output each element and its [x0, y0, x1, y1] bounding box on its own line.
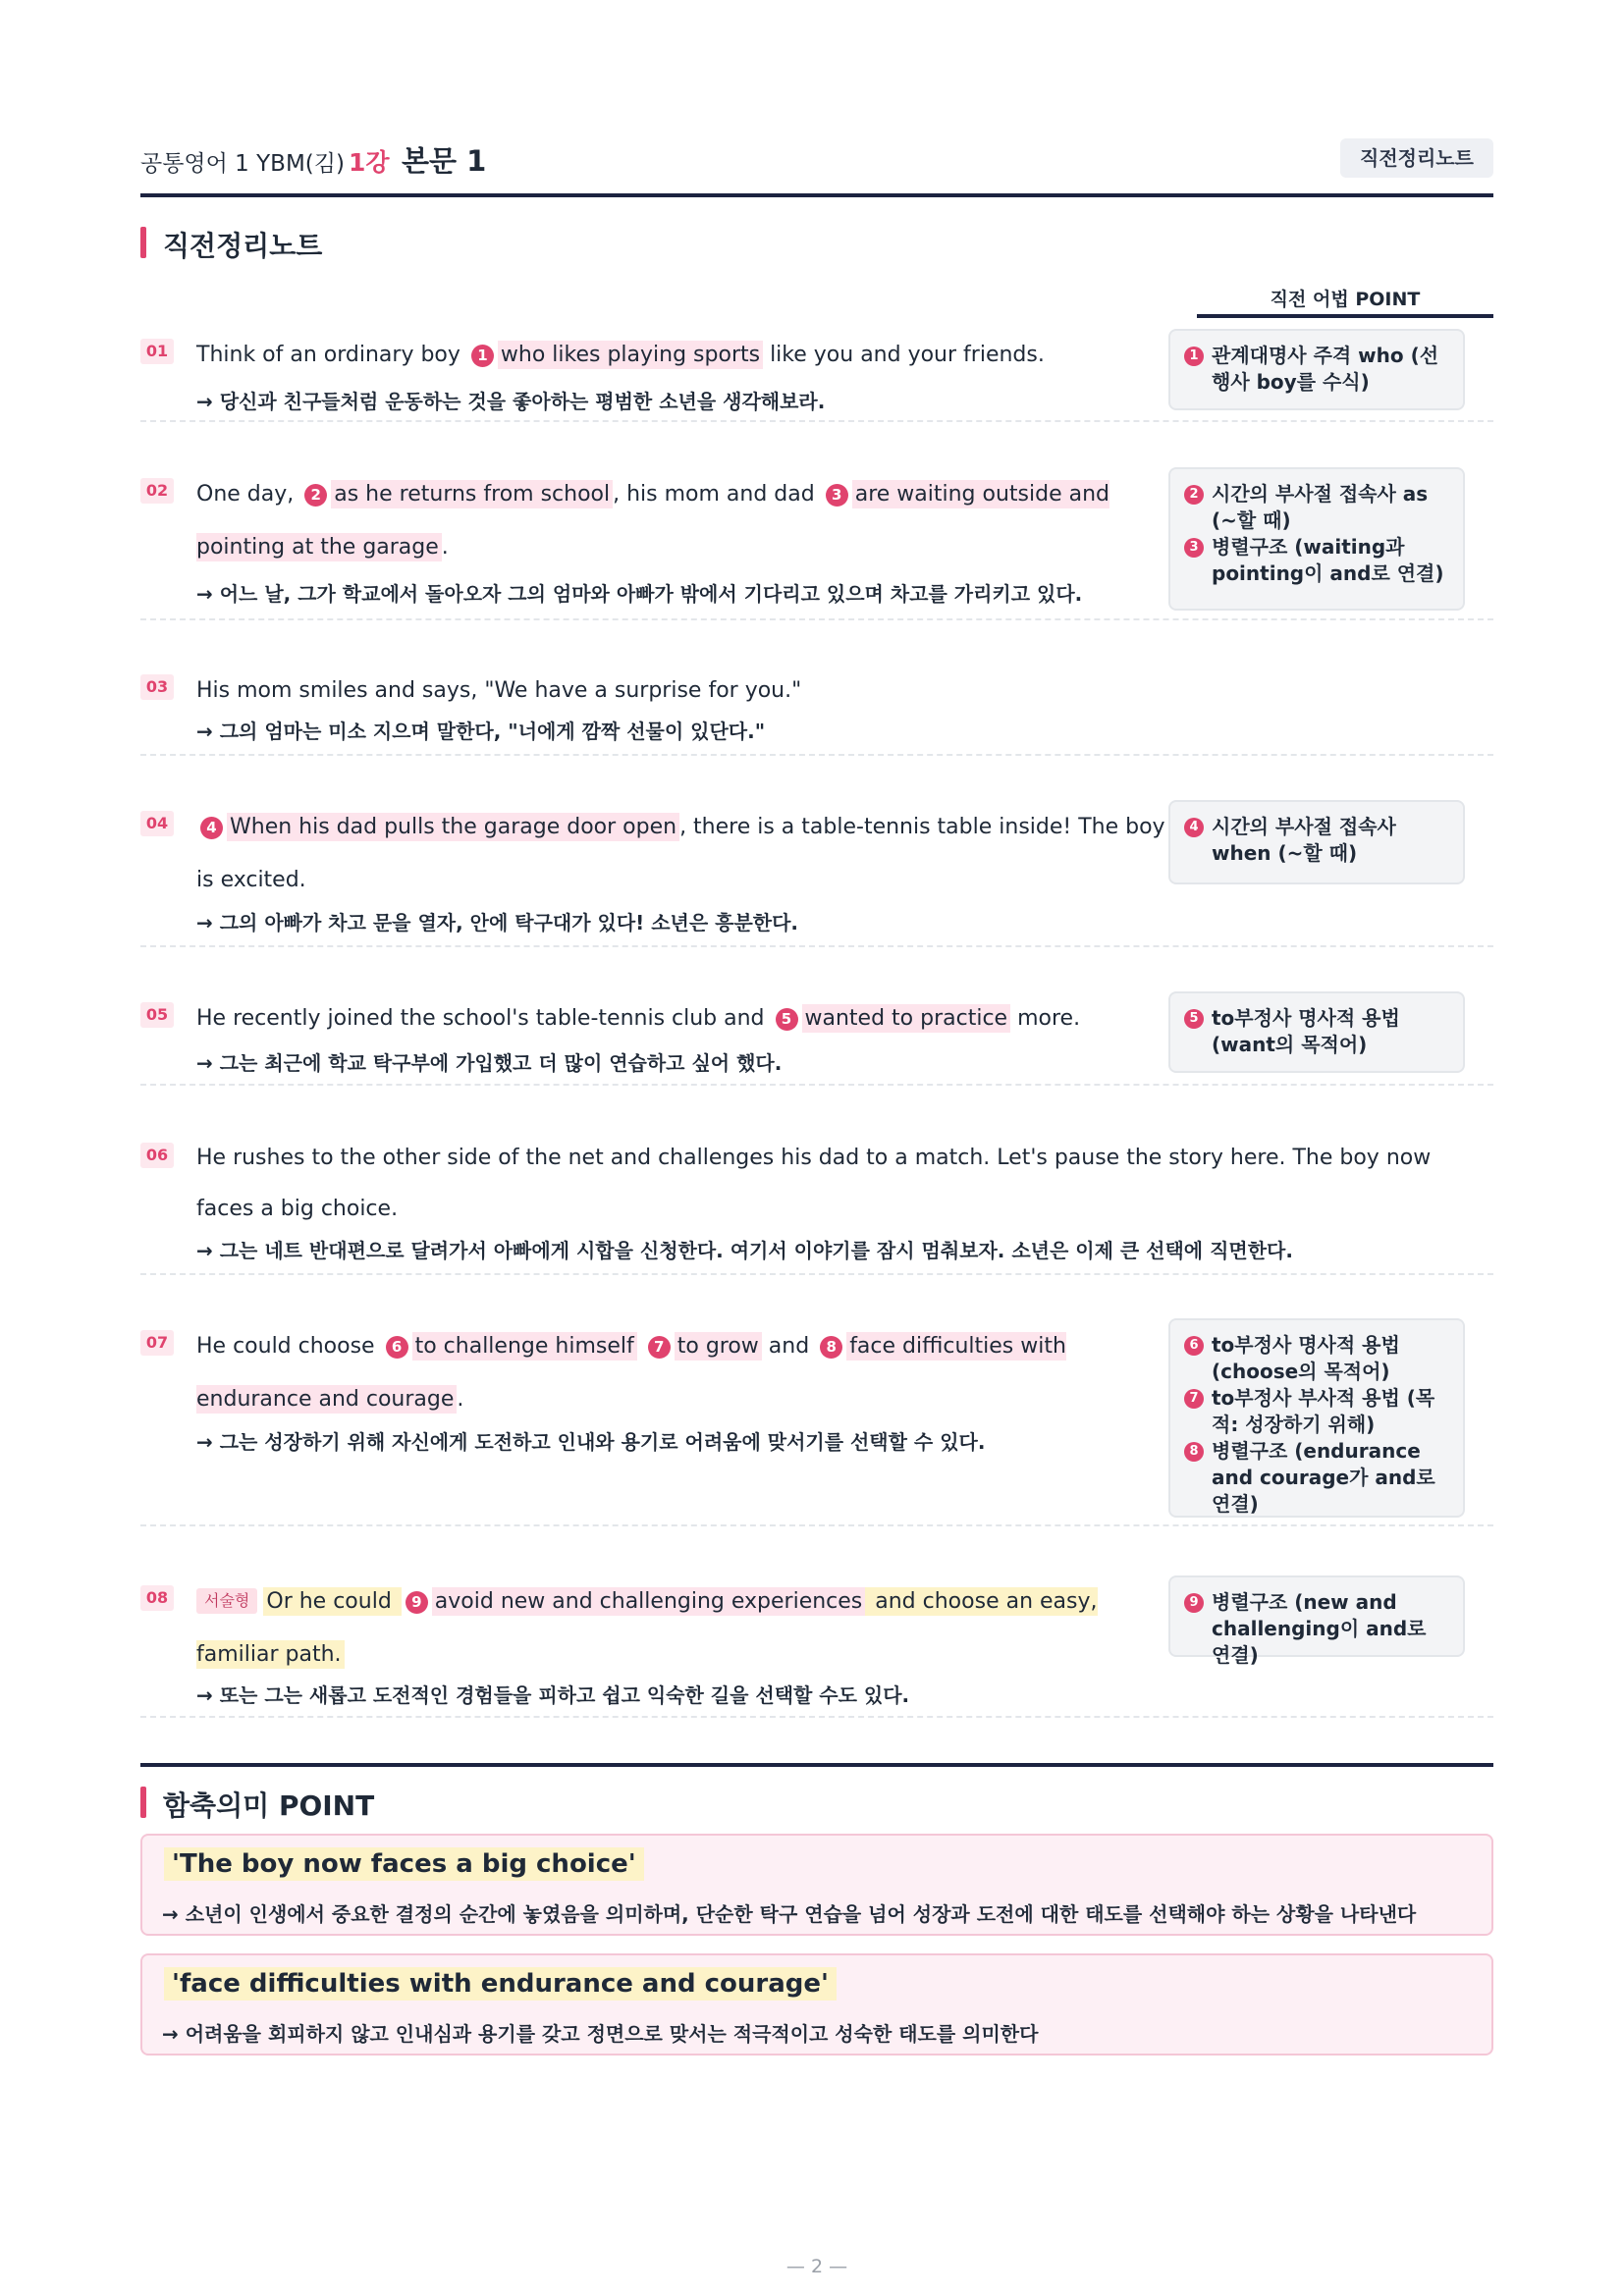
implication-card [140, 1834, 1493, 1936]
sentence-text: , there is a table-tennis table inside! The boy is excited. [196, 815, 1165, 892]
point-marker: 3 [1184, 538, 1204, 558]
korean-translation: → 그의 아빠가 차고 문을 열자, 안에 탁구대가 있다! 소년은 흥분한다. [196, 911, 799, 934]
point-marker: 9 [1184, 1593, 1204, 1613]
point-marker: 6 [1184, 1336, 1204, 1356]
section-accent-bar [140, 1787, 146, 1818]
grammar-note [1168, 800, 1465, 884]
english-sentence [196, 1320, 1178, 1426]
grammar-note-text: to부정사 명사적 용법 (want의 목적어) [1212, 1006, 1400, 1056]
section-title: 본문 1 [402, 144, 487, 178]
highlighted-phrase: are waiting outside and pointing at the garage [196, 482, 1110, 560]
point-marker: 5 [776, 1008, 798, 1031]
grammar-note-text: 병렬구조 (new and challenging이 and로 연결) [1212, 1590, 1427, 1667]
page [140, 0, 1493, 2296]
sentence-text: and [761, 1334, 817, 1359]
english-sentence [196, 1133, 1473, 1235]
sentence-text: . [457, 1387, 464, 1412]
grammar-note-item [1184, 343, 1449, 396]
sentence-number: 01 [140, 339, 174, 364]
sentence-text: , his mom and dad [613, 482, 822, 507]
highlighted-phrase: and choose an easy, familiar path. [196, 1589, 1098, 1667]
sentence-row [140, 1143, 1493, 1275]
grammar-note-text: 병렬구조 (endurance and courage가 and로 연결) [1212, 1439, 1435, 1516]
grammar-point-divider [1197, 314, 1493, 318]
sentence-text: Think of an ordinary boy [196, 343, 467, 367]
row-divider [140, 1273, 1493, 1275]
notes-title-text: 직전정리노트 [163, 230, 323, 262]
sentence-number: 08 [140, 1585, 174, 1611]
highlighted-phrase: avoid new and challenging experiences [432, 1587, 865, 1616]
grammar-note-text: 병렬구조 (waiting과 pointing이 and로 연결) [1212, 535, 1444, 585]
highlighted-phrase: Or he could [263, 1587, 401, 1616]
sentence-row [140, 674, 1493, 755]
point-marker: 5 [1184, 1009, 1204, 1029]
grammar-note-item [1184, 1385, 1449, 1438]
point-marker: 2 [304, 484, 327, 507]
grammar-note-item [1184, 534, 1449, 587]
highlighted-phrase: face difficulties with endurance and courage [196, 1334, 1066, 1412]
point-marker: 7 [1184, 1389, 1204, 1409]
grammar-note-text: 시간의 부사절 접속사 when (~할 때) [1212, 815, 1396, 865]
course-title: 공통영어 1 YBM(김) [140, 151, 345, 177]
grammar-note-text: 관계대명사 주격 who (선행사 boy를 수식) [1212, 344, 1439, 394]
sentence-text: more. [1010, 1006, 1081, 1031]
english-sentence [196, 468, 1188, 574]
sentence-number: 06 [140, 1143, 174, 1168]
korean-translation: → 또는 그는 새롭고 도전적인 경험들을 피하고 쉽고 익숙한 길을 선택할 수도 있다. [196, 1683, 910, 1707]
row-divider [140, 754, 1493, 756]
page-number: — 2 — [785, 2256, 848, 2277]
sentence-number: 04 [140, 811, 174, 836]
row-divider [140, 618, 1493, 620]
grammar-note [1168, 329, 1465, 410]
highlighted-phrase: as he returns from school [331, 480, 613, 508]
korean-translation: → 당신과 친구들처럼 운동하는 것을 좋아하는 평범한 소년을 생각해보라. [196, 390, 826, 413]
highlighted-phrase: wanted to practice [802, 1004, 1011, 1033]
sentence-number: 02 [140, 478, 174, 504]
implication-card [140, 1953, 1493, 2056]
implication-quote: 'face difficulties with endurance and courage' [164, 1967, 837, 2001]
row-divider [140, 945, 1493, 947]
section-divider [140, 1763, 1493, 1767]
sentence-text: He could choose [196, 1334, 382, 1359]
grammar-note [1168, 1575, 1465, 1667]
grammar-note-item [1184, 1332, 1449, 1385]
english-sentence [196, 992, 1178, 1045]
implication-title-text: 함축의미 POINT [163, 1789, 375, 1822]
sentence-text: He rushes to the other side of the net and challenges his dad to a match. Let's pause the story here. The boy now faces a big choice. [196, 1146, 1432, 1221]
point-marker: 9 [406, 1591, 428, 1614]
korean-translation: → 그는 성장하기 위해 자신에게 도전하고 인내와 용기로 어려움에 맞서기를 선택할 수 있다. [196, 1430, 986, 1454]
korean-translation: → 그는 최근에 학교 탁구부에 가입했고 더 많이 연습하고 싶어 했다. [196, 1051, 783, 1075]
korean-translation: → 그는 네트 반대편으로 달려가서 아빠에게 시합을 신청한다. 여기서 이야기를 잠시 멈춰보자. 소년은 이제 큰 선택에 직면한다. [196, 1239, 1293, 1262]
row-divider [140, 420, 1493, 422]
point-marker: 1 [1184, 347, 1204, 366]
sentence-text: He recently joined the school's table-tennis club and [196, 1006, 772, 1031]
point-marker: 4 [1184, 818, 1204, 837]
english-sentence [196, 329, 1178, 382]
grammar-note [1168, 991, 1465, 1073]
english-sentence [196, 1575, 1178, 1682]
sentence-text: His mom smiles and says, "We have a surprise for you." [196, 678, 802, 703]
sentence-number: 07 [140, 1330, 174, 1356]
grammar-note-item [1184, 814, 1449, 867]
implication-explanation: → 소년이 인생에서 중요한 결정의 순간에 놓였음을 의미하며, 단순한 탁구 연습을 넘어 성장과 도전에 대한 태도를 선택해야 하는 상황을 나타낸다 [162, 1902, 1417, 1926]
point-marker: 8 [1184, 1442, 1204, 1462]
page-header [140, 135, 1493, 194]
point-marker: 2 [1184, 485, 1204, 505]
sentence-text: One day, [196, 482, 301, 507]
header-tag: 직전정리노트 [1340, 138, 1493, 178]
grammar-note-item [1184, 481, 1449, 534]
grammar-note-item [1184, 1438, 1449, 1518]
row-divider [140, 1716, 1493, 1718]
grammar-note-text: 시간의 부사절 접속사 as (~할 때) [1212, 482, 1429, 532]
english-sentence [196, 665, 1178, 718]
point-marker: 7 [648, 1336, 671, 1359]
highlighted-phrase: to grow [675, 1332, 762, 1361]
grammar-note [1168, 467, 1465, 611]
implication-explanation: → 어려움을 회피하지 않고 인내심과 용기를 갖고 정면으로 맞서는 적극적이고 성숙한 태도를 의미한다 [162, 2022, 1039, 2046]
header-divider [140, 193, 1493, 197]
point-marker: 6 [386, 1336, 408, 1359]
grammar-note-item [1184, 1005, 1449, 1058]
section-accent-bar [140, 227, 146, 258]
implication-quote: 'The boy now faces a big choice' [164, 1847, 644, 1881]
point-marker: 3 [826, 484, 848, 507]
highlighted-phrase: When his dad pulls the garage door open [227, 813, 679, 841]
sentence-number: 03 [140, 674, 174, 700]
sentence-text [637, 1334, 644, 1359]
point-marker: 1 [471, 345, 494, 367]
grammar-note-text: to부정사 명사적 용법 (choose의 목적어) [1212, 1333, 1400, 1383]
grammar-point-header: 직전 어법 POINT [1270, 289, 1421, 310]
sentence-text: like you and your friends. [763, 343, 1045, 367]
point-marker: 8 [820, 1336, 842, 1359]
grammar-note [1168, 1318, 1465, 1518]
highlighted-phrase: to challenge himself [412, 1332, 637, 1361]
sentence-number: 05 [140, 1002, 174, 1028]
lesson-number: 1강 [349, 148, 390, 177]
grammar-note-text: to부정사 부사적 용법 (목적: 성장하기 위해) [1212, 1386, 1435, 1436]
korean-translation: → 어느 날, 그가 학교에서 돌아오자 그의 엄마와 아빠가 밖에서 기다리고 있으며 차고를 가리키고 있다. [196, 582, 1083, 606]
korean-translation: → 그의 엄마는 미소 지으며 말한다, "너에게 깜짝 선물이 있단다." [196, 720, 766, 743]
sentence-text: . [441, 535, 449, 560]
grammar-note-item [1184, 1589, 1449, 1669]
row-divider [140, 1084, 1493, 1086]
point-marker: 4 [200, 817, 223, 839]
essay-badge: 서술형 [196, 1588, 257, 1614]
highlighted-phrase: who likes playing sports [498, 341, 763, 369]
row-divider [140, 1524, 1493, 1526]
english-sentence [196, 801, 1178, 907]
